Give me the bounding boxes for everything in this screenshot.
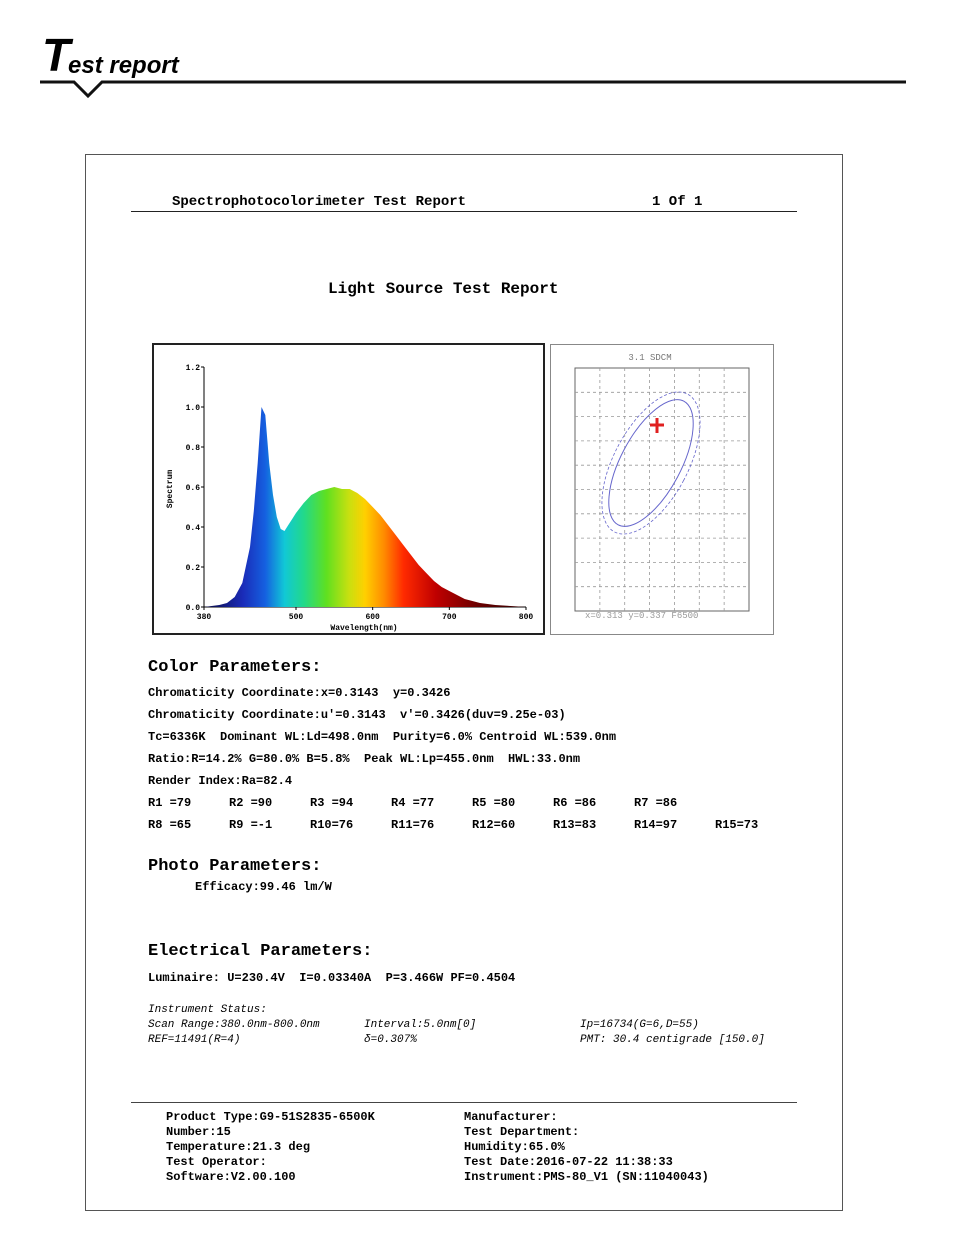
chromaticity-marker [650, 418, 664, 433]
footer-rule [131, 1102, 797, 1103]
spectrum-area [204, 407, 526, 607]
interval: Interval:5.0nm[0] [364, 1019, 477, 1031]
spectrum-y-tick-label: 0.6 [185, 484, 200, 493]
r-value: R3 =94 [310, 796, 354, 810]
luminaire-line: Luminaire: U=230.4V I=0.03340A P=3.466W PF=0.4504 [148, 971, 516, 985]
r-value: R6 =86 [553, 796, 597, 810]
ratio-line: Ratio:R=14.2% G=80.0% B=5.8% Peak WL:Lp=455.0nm HWL:33.0nm [148, 752, 581, 766]
r-value: R8 =65 [148, 818, 192, 832]
chromaticity-uv: Chromaticity Coordinate:u'=0.3143 v'=0.3426(duv=9.25e-03) [148, 708, 566, 722]
spectrum-y-tick-label: 0.2 [185, 564, 200, 573]
r-value: R13=83 [553, 818, 597, 832]
instrument-id: Instrument:PMS-80_V1 (SN:11040043) [464, 1170, 709, 1184]
spectrum-x-tick-label: 380 [196, 613, 212, 622]
r-value: R15=73 [715, 818, 759, 832]
spectrum-y-tick-label: 0.8 [185, 444, 200, 453]
spectrum-y-tick-label: 0.4 [185, 524, 200, 533]
header-title-initial: T [42, 29, 71, 81]
sdcm-ellipse [592, 387, 711, 539]
spectrum-chart [152, 343, 545, 635]
sdcm-footer: x=0.313 y=0.337 F6500 [585, 611, 699, 621]
test-department: Test Department: [464, 1125, 580, 1139]
r-value: R2 =90 [229, 796, 273, 810]
header-underline [0, 0, 958, 110]
efficacy: Efficacy:99.46 lm/W [195, 880, 332, 894]
humidity: Humidity:65.0% [464, 1140, 565, 1154]
r-value: R5 =80 [472, 796, 516, 810]
product-type: Product Type:G9-51S2835-6500K [166, 1110, 375, 1124]
render-index: Render Index:Ra=82.4 [148, 774, 293, 788]
spectrum-x-tick-label: 600 [365, 613, 380, 622]
color-params-heading: Color Parameters: [148, 658, 322, 677]
top-rule [131, 211, 797, 212]
header-title-rest: est report [68, 52, 179, 79]
ref-value: REF=11491(R=4) [148, 1034, 241, 1046]
spectrum-y-tick-label: 1.2 [185, 364, 200, 373]
r-value: R11=76 [391, 818, 435, 832]
spectrum-svg [154, 345, 543, 633]
r-value: R9 =-1 [229, 818, 273, 832]
manufacturer: Manufacturer: [464, 1110, 558, 1124]
instrument-status-label: Instrument Status: [148, 1004, 267, 1016]
main-title: Light Source Test Report [328, 280, 559, 298]
scan-range: Scan Range:380.0nm-800.0nm [148, 1019, 320, 1031]
pmt-value: PMT: 30.4 centigrade [150.0] [580, 1034, 765, 1046]
r-value: R14=97 [634, 818, 678, 832]
chromaticity-xy: Chromaticity Coordinate:x=0.3143 y=0.3426 [148, 686, 451, 700]
sdcm-title: 3.1 SDCM [628, 353, 672, 363]
r-value: R7 =86 [634, 796, 678, 810]
test-operator: Test Operator: [166, 1155, 267, 1169]
r-value: R4 =77 [391, 796, 435, 810]
spectrum-y-tick-label: 0.0 [185, 604, 200, 613]
report-frame [85, 154, 843, 1211]
spectrum-xlabel: Wavelength(nm) [330, 624, 398, 633]
spectrum-y-tick-label: 1.0 [185, 404, 200, 413]
software: Software:V2.00.100 [166, 1170, 296, 1184]
electrical-params-heading: Electrical Parameters: [148, 942, 373, 961]
test-date: Test Date:2016-07-22 11:38:33 [464, 1155, 673, 1169]
spectrum-x-tick-label: 700 [442, 613, 457, 622]
temperature: Temperature:21.3 deg [166, 1140, 311, 1154]
r-value: R1 =79 [148, 796, 192, 810]
report-top-title: Spectrophotocolorimeter Test Report [172, 194, 467, 210]
photo-params-heading: Photo Parameters: [148, 857, 322, 876]
sdcm-chart [550, 344, 774, 635]
ip-value: Ip=16734(G=6,D=55) [580, 1019, 699, 1031]
spectrum-ylabel: Spectrum [166, 469, 175, 509]
sdcm-svg [551, 345, 773, 634]
spectrum-x-tick-label: 800 [518, 613, 534, 622]
number: Number:15 [166, 1125, 231, 1139]
report-page-label: 1 Of 1 [652, 194, 703, 210]
spectrum-x-tick-label: 500 [288, 613, 304, 622]
r-value: R12=60 [472, 818, 516, 832]
sdcm-ellipse-outer [582, 377, 721, 549]
r-value: R10=76 [310, 818, 354, 832]
color-temp-line: Tc=6336K Dominant WL:Ld=498.0nm Purity=6.0% Centroid WL:539.0nm [148, 730, 617, 744]
delta-value: δ=0.307% [364, 1034, 417, 1046]
